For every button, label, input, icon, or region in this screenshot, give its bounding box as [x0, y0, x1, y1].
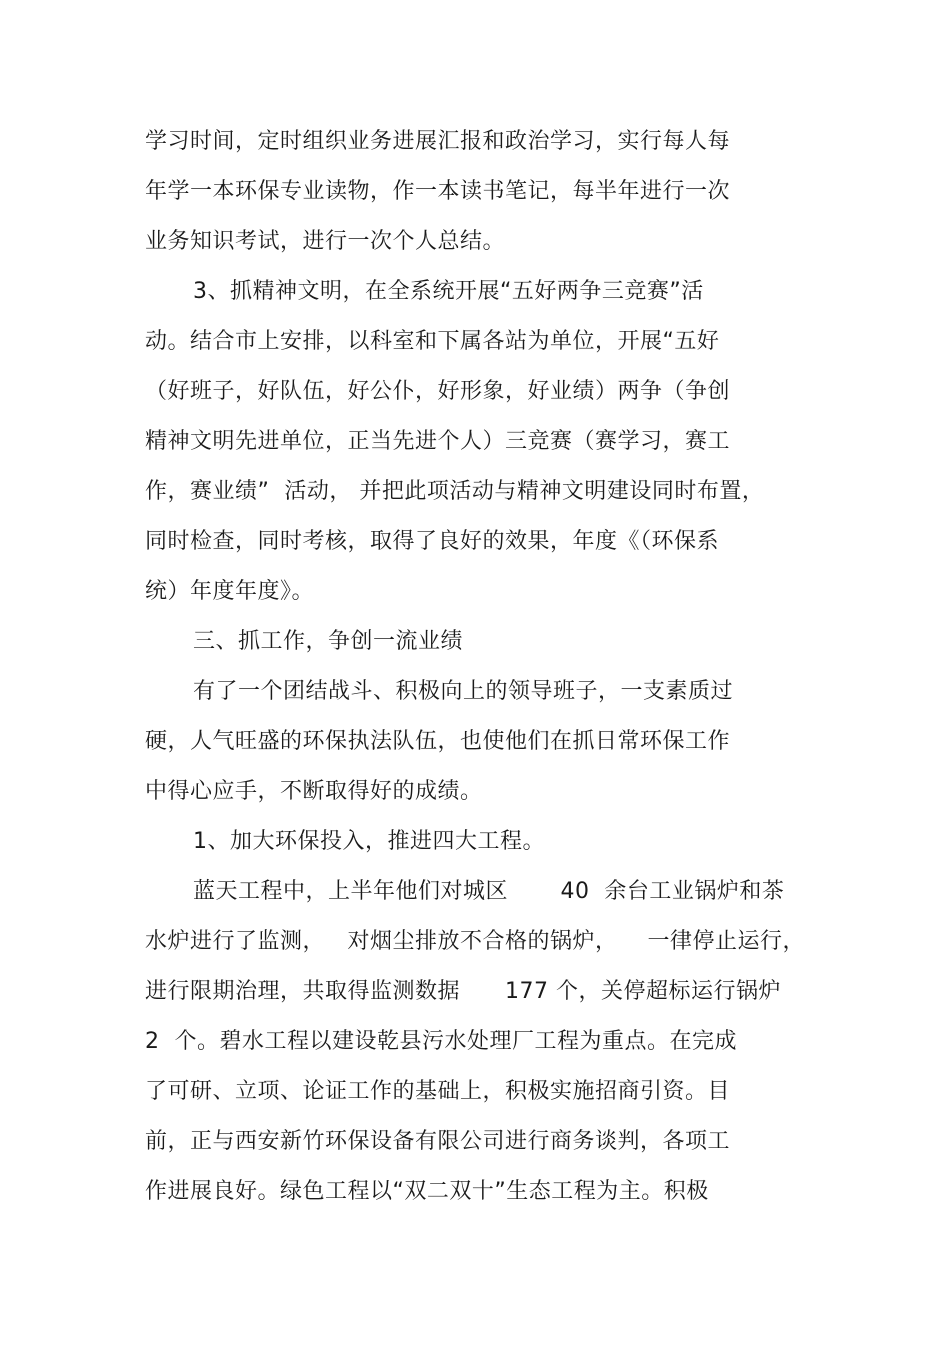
text-line: 业务知识考试，进行一次个人总结。: [145, 229, 506, 254]
text-line: 年学一本环保专业读物，作一本读书笔记，每半年进行一次: [145, 179, 731, 204]
text-line: 蓝天工程中，上半年他们对城区 40 余台工业锅炉和茶: [193, 879, 785, 904]
text-line: 硬，人气旺盛的环保执法队伍，也使他们在抓日常环保工作: [145, 729, 731, 754]
text-line: （好班子，好队伍，好公仆，好形象，好业绩）两争（争创: [145, 379, 731, 404]
text-line: 前，正与西安新竹环保设备有限公司进行商务谈判，各项工: [145, 1129, 731, 1154]
text-line: 作，赛业绩” 活动， 并把此项活动与精神文明建设同时布置，: [145, 479, 765, 504]
text-line: 同时检查，同时考核，取得了良好的效果，年度《（环保系: [145, 529, 720, 554]
section-heading: 三、抓工作，争创一流业绩: [193, 629, 464, 654]
text-line: 水炉进行了监测， 对烟尘排放不合格的锅炉， 一律停止运行，: [145, 929, 805, 954]
text-line: 3、抓精神文明，在全系统开展“五好两争三竞赛”活: [193, 279, 704, 304]
subheading: 1、加大环保投入，推进四大工程。: [193, 829, 545, 854]
text-line: 2 个。碧水工程以建设乾县污水处理厂工程为重点。在完成: [145, 1029, 737, 1054]
text-line: 学习时间，定时组织业务进展汇报和政治学习，实行每人每: [145, 129, 731, 154]
text-line: 中得心应手，不断取得好的成绩。: [145, 779, 483, 804]
text-line: 精神文明先进单位，正当先进个人）三竞赛（赛学习，赛工: [145, 429, 731, 454]
text-line: 作进展良好。绿色工程以“双二双十”生态工程为主。积极: [145, 1179, 709, 1204]
text-line: 有了一个团结战斗、积极向上的领导班子，一支素质过: [193, 679, 734, 704]
text-line: 了可研、立项、论证工作的基础上，积极实施招商引资。目: [145, 1079, 731, 1104]
text-line: 统）年度年度》。: [145, 579, 315, 604]
text-line: 进行限期治理，共取得监测数据 177 个，关停超标运行锅炉: [145, 979, 781, 1004]
text-line: 动。结合市上安排，以科室和下属各站为单位，开展“五好: [145, 329, 720, 354]
